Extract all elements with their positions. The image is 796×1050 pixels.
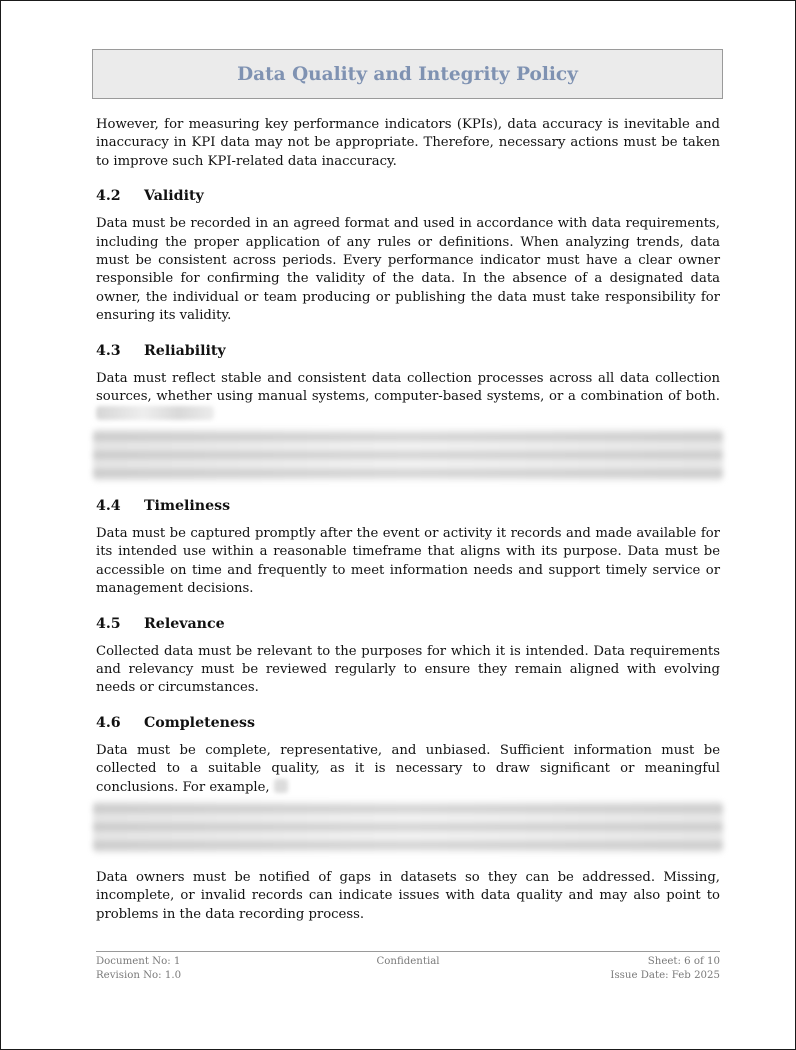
section-title: Reliability (144, 342, 226, 359)
section-heading-completeness (96, 714, 720, 732)
revision-number: Revision No: 1.0 (96, 970, 182, 981)
section-body-completeness (96, 742, 720, 797)
document-title: Data Quality and Integrity Policy (237, 63, 578, 85)
section-number: 4.5 (96, 615, 121, 632)
section-heading-validity (96, 187, 720, 205)
completeness-text: Data must be complete, representative, and unbiased. Sufficient information must be collected to a suitable quality, as it is necessary to draw significant or meaningful conclusions. For example, (96, 742, 720, 795)
redacted-block (93, 801, 723, 853)
section-number: 4.2 (96, 188, 121, 205)
section-body-validity: Data must be recorded in an agreed format and used in accordance with data requirements, including the proper application of any rules or definitions. When analyzing trends, data must be consistent across periods. Every performance indicator must have a clear owner responsible for confirming the validity of the data. In the absence of a designated data owner, the individual or team producing or publishing the data must take responsibility for ensuring its validity. (96, 216, 720, 324)
classification-label: Confidential (376, 956, 440, 967)
title-banner (92, 49, 723, 99)
document-number: Document No: 1 (96, 956, 181, 967)
section-body-timeliness: Data must be captured promptly after the event or activity it records and made available for its intended use within a reasonable timeframe that aligns with its purpose. Data must be accessible on time and frequently to meet information needs and support timely service or management decisions. (96, 525, 720, 597)
reliability-text: Data must reflect stable and consistent data collection processes across all data collection sources, whether using manual systems, computer-based systems, or a combination of both. (96, 370, 720, 405)
section-number: 4.3 (96, 342, 121, 359)
section-heading-timeliness (96, 497, 720, 515)
section-heading-relevance (96, 615, 720, 633)
page-footer (96, 951, 720, 983)
section-body-relevance: Collected data must be relevant to the purposes for which it is intended. Data requirements and relevancy must be reviewed regularly to ensure they remain aligned with evolving needs or circumstances. (96, 643, 720, 696)
section-title: Validity (144, 188, 204, 205)
section-heading-reliability (96, 342, 720, 360)
section-title: Timeliness (144, 497, 231, 514)
redacted-text (96, 406, 214, 420)
section-number: 4.6 (96, 714, 121, 731)
section-body-completeness-2: Data owners must be notified of gaps in datasets so they can be addressed. Missing, incomplete, or invalid records can indicate issues with data quality and may also point to problems in the data recording process. (96, 869, 720, 922)
section-title: Relevance (144, 615, 225, 632)
document-body (96, 116, 720, 924)
section-title: Completeness (144, 714, 255, 731)
sheet-number: Sheet: 6 of 10 (647, 956, 720, 967)
intro-paragraph: However, for measuring key performance indicators (KPIs), data accuracy is inevitable and inaccuracy in KPI data may not be appropriate. Therefore, necessary actions must be taken to improve such KPI-related data inaccuracy. (96, 117, 720, 169)
redacted-text (274, 779, 288, 793)
redacted-block (93, 429, 723, 481)
issue-date: Issue Date: Feb 2025 (610, 970, 720, 981)
section-number: 4.4 (96, 497, 121, 514)
section-body-reliability (96, 370, 720, 425)
